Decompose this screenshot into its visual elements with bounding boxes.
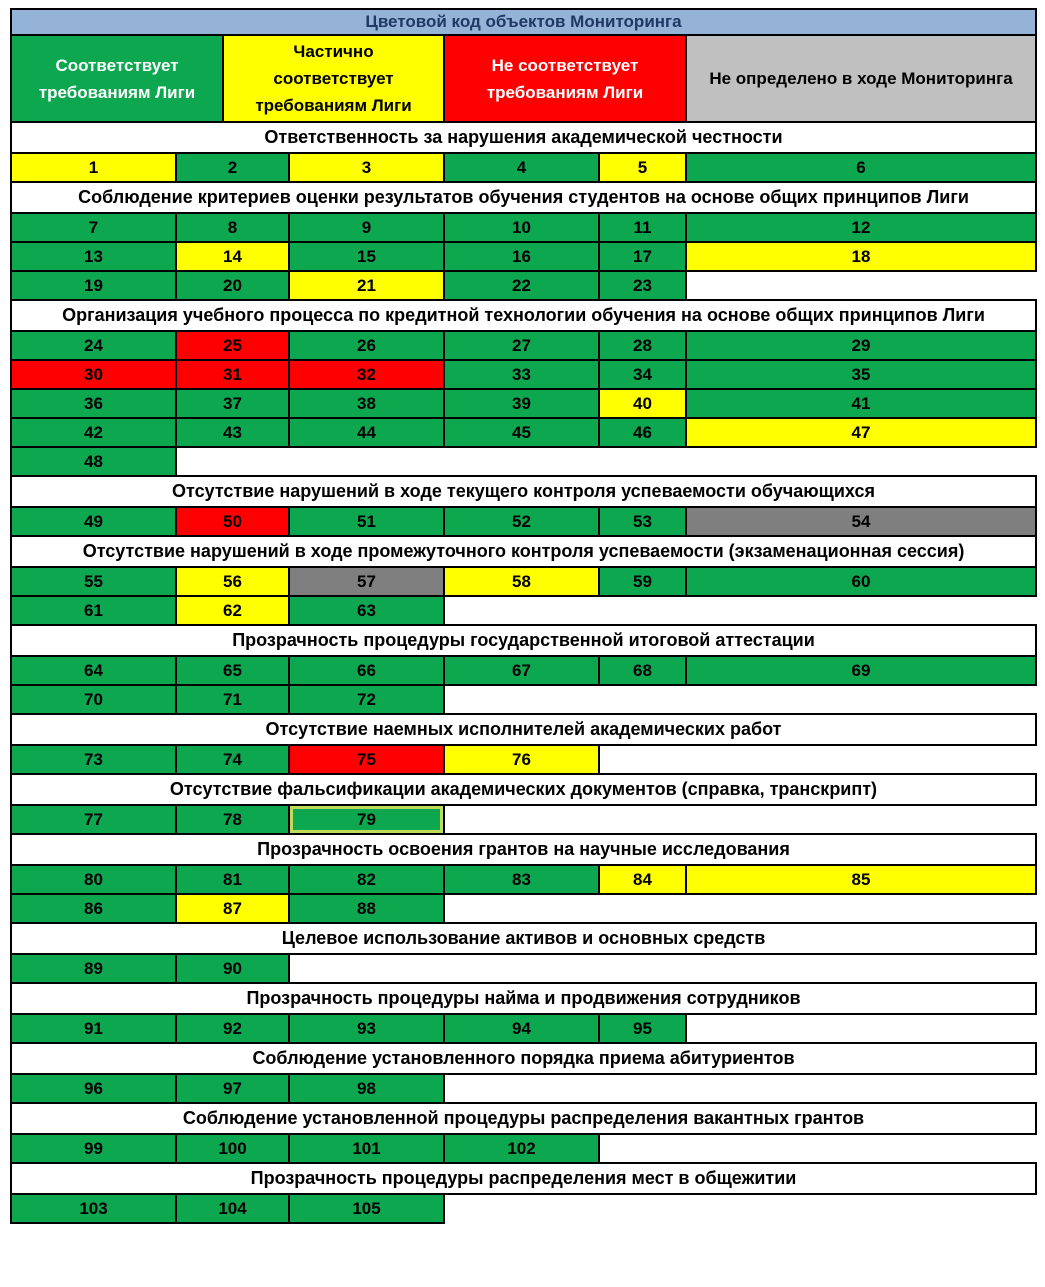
- item-cell-85: 85: [685, 864, 1037, 895]
- item-cell-54: 54: [685, 506, 1037, 537]
- item-cell-97: 97: [175, 1073, 290, 1104]
- section-header-7: Отсутствие наемных исполнителей академических работ: [10, 713, 1037, 746]
- section-header-14: Прозрачность процедуры распределения мест в общежитии: [10, 1162, 1037, 1195]
- cells-row: [10, 359, 1037, 390]
- item-cell-1: 1: [10, 152, 177, 183]
- item-cell-69: 69: [685, 655, 1037, 686]
- item-cell-87: 87: [175, 893, 290, 924]
- cells-row: [10, 212, 1037, 243]
- item-cell-47: 47: [685, 417, 1037, 448]
- item-cell-52: 52: [443, 506, 600, 537]
- item-cell-28: 28: [598, 330, 687, 361]
- legend-row: [10, 34, 1037, 123]
- cells-row: [10, 744, 1037, 775]
- item-cell-59: 59: [598, 566, 687, 597]
- item-cell-78: 78: [175, 804, 290, 835]
- item-cell-32: 32: [288, 359, 445, 390]
- item-cell-103: 103: [10, 1193, 177, 1224]
- item-cell-4: 4: [443, 152, 600, 183]
- item-cell-82: 82: [288, 864, 445, 895]
- item-cell-71: 71: [175, 684, 290, 715]
- item-cell-57: 57: [288, 566, 445, 597]
- item-cell-99: 99: [10, 1133, 177, 1164]
- item-cell-70: 70: [10, 684, 177, 715]
- cells-row: [10, 1133, 1037, 1164]
- cells-row: [10, 864, 1037, 895]
- item-cell-73: 73: [10, 744, 177, 775]
- item-cell-10: 10: [443, 212, 600, 243]
- item-cell-21: 21: [288, 270, 445, 301]
- item-cell-36: 36: [10, 388, 177, 419]
- item-cell-9: 9: [288, 212, 445, 243]
- item-cell-95: 95: [598, 1013, 687, 1044]
- section-header-6: Прозрачность процедуры государственной итоговой аттестации: [10, 624, 1037, 657]
- legend-cell-gray: Не определено в ходе Мониторинга: [685, 34, 1037, 123]
- cells-row: [10, 330, 1037, 361]
- item-cell-24: 24: [10, 330, 177, 361]
- item-cell-34: 34: [598, 359, 687, 390]
- item-cell-83: 83: [443, 864, 600, 895]
- item-cell-39: 39: [443, 388, 600, 419]
- item-cell-63: 63: [288, 595, 445, 626]
- cells-row: [10, 1013, 1037, 1044]
- section-header-9: Прозрачность освоения грантов на научные исследования: [10, 833, 1037, 866]
- item-cell-61: 61: [10, 595, 177, 626]
- item-cell-60: 60: [685, 566, 1037, 597]
- item-cell-18: 18: [685, 241, 1037, 272]
- item-cell-8: 8: [175, 212, 290, 243]
- item-cell-44: 44: [288, 417, 445, 448]
- item-cell-86: 86: [10, 893, 177, 924]
- item-cell-35: 35: [685, 359, 1037, 390]
- item-cell-26: 26: [288, 330, 445, 361]
- item-cell-65: 65: [175, 655, 290, 686]
- item-cell-74: 74: [175, 744, 290, 775]
- item-cell-31: 31: [175, 359, 290, 390]
- item-cell-50: 50: [175, 506, 290, 537]
- item-cell-19: 19: [10, 270, 177, 301]
- table-title: Цветовой код объектов Мониторинга: [10, 8, 1037, 36]
- monitoring-color-table: [10, 8, 1037, 1224]
- item-cell-53: 53: [598, 506, 687, 537]
- cells-row: [10, 893, 1037, 924]
- cells-row: [10, 684, 1037, 715]
- item-cell-14: 14: [175, 241, 290, 272]
- item-cell-15: 15: [288, 241, 445, 272]
- item-cell-96: 96: [10, 1073, 177, 1104]
- item-cell-25: 25: [175, 330, 290, 361]
- item-cell-100: 100: [175, 1133, 290, 1164]
- item-cell-55: 55: [10, 566, 177, 597]
- item-cell-46: 46: [598, 417, 687, 448]
- cells-row: [10, 152, 1037, 183]
- item-cell-48: 48: [10, 446, 177, 477]
- item-cell-90: 90: [175, 953, 290, 984]
- item-cell-51: 51: [288, 506, 445, 537]
- sections: [10, 121, 1037, 1224]
- section-header-4: Отсутствие нарушений в ходе текущего контроля успеваемости обучающихся: [10, 475, 1037, 508]
- section-header-1: Ответственность за нарушения академической честности: [10, 121, 1037, 154]
- cells-row: [10, 270, 1037, 301]
- item-cell-45: 45: [443, 417, 600, 448]
- item-cell-89: 89: [10, 953, 177, 984]
- item-cell-49: 49: [10, 506, 177, 537]
- item-cell-77: 77: [10, 804, 177, 835]
- item-cell-56: 56: [175, 566, 290, 597]
- item-cell-37: 37: [175, 388, 290, 419]
- item-cell-6: 6: [685, 152, 1037, 183]
- item-cell-3: 3: [288, 152, 445, 183]
- item-cell-42: 42: [10, 417, 177, 448]
- item-cell-16: 16: [443, 241, 600, 272]
- item-cell-98: 98: [288, 1073, 445, 1104]
- section-header-5: Отсутствие нарушений в ходе промежуточного контроля успеваемости (экзаменационная сессия): [10, 535, 1037, 568]
- item-cell-91: 91: [10, 1013, 177, 1044]
- cells-row: [10, 506, 1037, 537]
- legend-cell-red: Не соответствует требованиям Лиги: [443, 34, 687, 123]
- cells-row: [10, 804, 1037, 835]
- item-cell-104: 104: [175, 1193, 290, 1224]
- item-cell-62: 62: [175, 595, 290, 626]
- item-cell-58: 58: [443, 566, 600, 597]
- item-cell-79: 79: [288, 804, 445, 835]
- cells-row: [10, 953, 1037, 984]
- cells-row: [10, 595, 1037, 626]
- cells-row: [10, 241, 1037, 272]
- legend-cell-yellow: Частично соответствует требованиям Лиги: [222, 34, 445, 123]
- section-header-13: Соблюдение установленной процедуры распределения вакантных грантов: [10, 1102, 1037, 1135]
- item-cell-41: 41: [685, 388, 1037, 419]
- item-cell-7: 7: [10, 212, 177, 243]
- item-cell-23: 23: [598, 270, 687, 301]
- section-header-11: Прозрачность процедуры найма и продвижения сотрудников: [10, 982, 1037, 1015]
- item-cell-68: 68: [598, 655, 687, 686]
- cells-row: [10, 388, 1037, 419]
- item-cell-13: 13: [10, 241, 177, 272]
- item-cell-30: 30: [10, 359, 177, 390]
- item-cell-75: 75: [288, 744, 445, 775]
- section-header-3: Организация учебного процесса по кредитной технологии обучения на основе общих принципов Лиги: [10, 299, 1037, 332]
- cells-row: [10, 1073, 1037, 1104]
- item-cell-17: 17: [598, 241, 687, 272]
- cells-row: [10, 655, 1037, 686]
- item-cell-93: 93: [288, 1013, 445, 1044]
- item-cell-88: 88: [288, 893, 445, 924]
- item-cell-22: 22: [443, 270, 600, 301]
- item-cell-84: 84: [598, 864, 687, 895]
- item-cell-102: 102: [443, 1133, 600, 1164]
- item-cell-5: 5: [598, 152, 687, 183]
- item-cell-67: 67: [443, 655, 600, 686]
- cells-row: [10, 1193, 1037, 1224]
- item-cell-66: 66: [288, 655, 445, 686]
- item-cell-40: 40: [598, 388, 687, 419]
- item-cell-76: 76: [443, 744, 600, 775]
- item-cell-29: 29: [685, 330, 1037, 361]
- item-cell-101: 101: [288, 1133, 445, 1164]
- item-cell-2: 2: [175, 152, 290, 183]
- item-cell-12: 12: [685, 212, 1037, 243]
- item-cell-43: 43: [175, 417, 290, 448]
- item-cell-94: 94: [443, 1013, 600, 1044]
- item-cell-105: 105: [288, 1193, 445, 1224]
- item-cell-92: 92: [175, 1013, 290, 1044]
- item-cell-38: 38: [288, 388, 445, 419]
- section-header-2: Соблюдение критериев оценки результатов обучения студентов на основе общих принципов Лиги: [10, 181, 1037, 214]
- section-header-10: Целевое использование активов и основных средств: [10, 922, 1037, 955]
- item-cell-27: 27: [443, 330, 600, 361]
- item-cell-80: 80: [10, 864, 177, 895]
- legend-cell-green: Соответствует требованиям Лиги: [10, 34, 224, 123]
- cells-row: [10, 446, 1037, 477]
- section-header-8: Отсутствие фальсификации академических документов (справка, транскрипт): [10, 773, 1037, 806]
- section-header-12: Соблюдение установленного порядка приема абитуриентов: [10, 1042, 1037, 1075]
- cells-row: [10, 566, 1037, 597]
- item-cell-11: 11: [598, 212, 687, 243]
- item-cell-72: 72: [288, 684, 445, 715]
- item-cell-33: 33: [443, 359, 600, 390]
- cells-row: [10, 417, 1037, 448]
- item-cell-20: 20: [175, 270, 290, 301]
- item-cell-81: 81: [175, 864, 290, 895]
- item-cell-64: 64: [10, 655, 177, 686]
